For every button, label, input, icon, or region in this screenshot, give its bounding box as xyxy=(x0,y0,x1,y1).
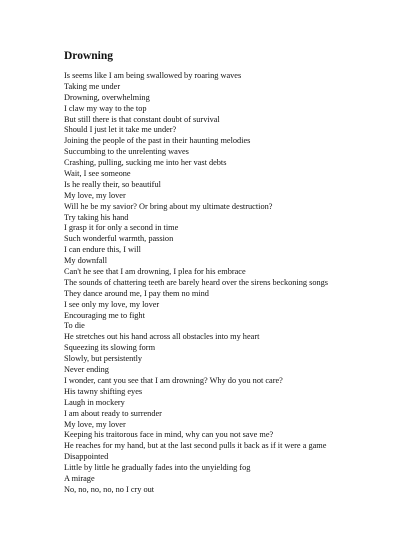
poem-line: I see only my love, my lover xyxy=(64,299,160,309)
poem-line: Can't he see that I am drowning, I plea for his embrace xyxy=(64,267,246,277)
poem-line: Succumbing to the unrelenting waves xyxy=(64,147,189,157)
poem-line: Slowly, but persistently xyxy=(64,354,143,364)
poem-line: Laugh in mockery xyxy=(64,397,125,407)
poem-line: The sounds of chattering teeth are barely heard over the sirens beckoning songs xyxy=(64,277,329,287)
poem-title: Drowning xyxy=(64,50,113,62)
poem-line: He reaches for my hand, but at the last second pulls it back as if it were a game xyxy=(64,441,327,451)
poem-line: Should I just let it take me under? xyxy=(64,125,177,135)
poem-line: No, no, no, no, no I cry out xyxy=(64,484,155,494)
poem-line: To die xyxy=(64,321,85,331)
poem-line: Is seems like I am being swallowed by roaring waves xyxy=(64,71,242,80)
poem-line: Encouraging me to fight xyxy=(64,310,145,320)
poem-line: Keeping his traitorous face in mind, why can you not save me? xyxy=(64,430,274,440)
poem-line: A mirage xyxy=(64,473,95,483)
poem-line: Is he really their, so beautiful xyxy=(64,179,161,189)
poem-line: Will he be my savior? Or bring about my ultimate destruction? xyxy=(64,201,273,211)
poem-body xyxy=(64,71,416,496)
poem-line: They dance around me, I pay them no mind xyxy=(64,288,209,298)
poem-line: Never ending xyxy=(64,365,109,375)
poem-line: I am about ready to surrender xyxy=(64,408,162,418)
poem-line: Try taking his hand xyxy=(64,212,129,222)
poem-line: Drowning, overwhelming xyxy=(64,92,150,102)
poem-line: He stretches out his hand across all obstacles into my heart xyxy=(64,332,260,342)
poem-line: I can endure this, I will xyxy=(64,245,141,255)
poem-line: Squeezing its slowing form xyxy=(64,343,156,353)
poem-line: I grasp it for only a second in time xyxy=(64,223,179,233)
poem-line: But still there is that constant doubt of survival xyxy=(64,114,220,124)
poem-line: Little by little he gradually fades into the unyielding fog xyxy=(64,463,251,473)
poem-line: Such wonderful warmth, passion xyxy=(64,234,174,244)
poem-line: My downfall xyxy=(64,256,108,266)
poem-line: Taking me under xyxy=(64,81,121,91)
poem-line: I wonder, cant you see that I am drowning? Why do you not care? xyxy=(64,375,283,385)
poem-line: His tawny shifting eyes xyxy=(64,386,143,396)
poem-line: My love, my lover xyxy=(64,419,126,429)
poem-line: I claw my way to the top xyxy=(64,103,147,113)
poem-line: My love, my lover xyxy=(64,190,126,200)
poem-line: Crashing, pulling, sucking me into her vast debts xyxy=(64,158,227,168)
poem-line: Wait, I see someone xyxy=(64,169,131,179)
poem-line: Disappointed xyxy=(64,452,109,462)
poem-line: Joining the people of the past in their haunting melodies xyxy=(64,136,251,146)
